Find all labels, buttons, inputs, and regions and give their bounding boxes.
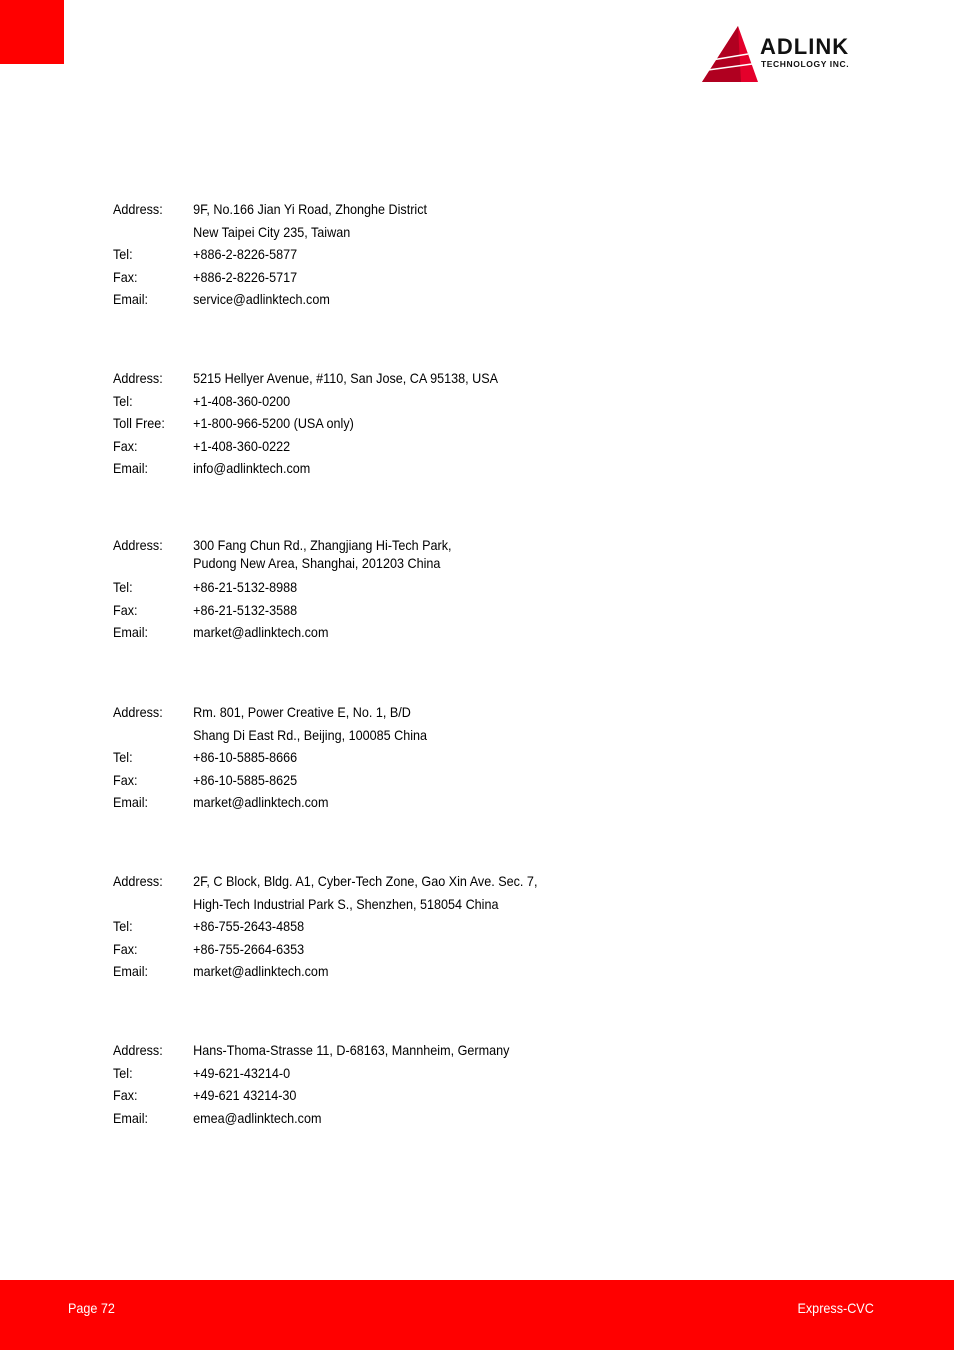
contact-row — [113, 198, 653, 221]
contact-row — [113, 621, 653, 644]
row-label: Tel: — [113, 918, 133, 934]
row-label: Email: — [113, 460, 149, 476]
row-value: 9F, No.166 Jian Yi Road, Zhonghe District — [193, 201, 428, 217]
row-label: Address: — [113, 873, 163, 889]
contact-row — [113, 701, 653, 724]
page-footer — [0, 1280, 954, 1350]
contact-row — [113, 367, 653, 390]
row-value: +886-2-8226-5877 — [193, 246, 298, 262]
row-value: 300 Fang Chun Rd., Zhangjiang Hi-Tech Park, — [193, 537, 452, 553]
row-label: Fax: — [113, 1087, 138, 1103]
adlink-logo — [700, 24, 890, 86]
row-value: Pudong New Area, Shanghai, 201203 China — [193, 555, 441, 571]
row-label: Email: — [113, 963, 149, 979]
row-label: Fax: — [113, 601, 138, 618]
contact-block-taiwan — [113, 198, 713, 311]
row-label: Fax: — [113, 771, 138, 788]
row-label: Address: — [113, 370, 163, 386]
row-value: info@adlinktech.com — [193, 460, 311, 476]
row-value: +86-21-5132-3588 — [193, 601, 298, 618]
row-value: +86-755-2664-6353 — [193, 940, 305, 957]
row-value: emea@adlinktech.com — [193, 1109, 322, 1126]
row-value: service@adlinktech.com — [193, 291, 330, 307]
contact-block-usa — [113, 367, 713, 480]
contact-row — [113, 1084, 653, 1107]
row-value: New Taipei City 235, Taiwan — [193, 223, 351, 240]
row-value: +86-21-5132-8988 — [193, 579, 298, 595]
contact-block-shanghai — [113, 536, 713, 644]
row-value: market@adlinktech.com — [193, 624, 329, 640]
contact-row — [113, 576, 653, 599]
row-value: +49-621-43214-0 — [193, 1064, 291, 1081]
contact-row — [113, 536, 653, 554]
page-number: Page 72 — [68, 1300, 115, 1316]
row-value: Rm. 801, Power Creative E, No. 1, B/D — [193, 704, 411, 720]
row-value: +886-2-8226-5717 — [193, 268, 298, 285]
contact-row — [113, 412, 653, 435]
contact-row — [113, 599, 653, 622]
row-label: Tel: — [113, 749, 133, 765]
row-value: +86-10-5885-8666 — [193, 749, 298, 765]
contact-row — [113, 724, 653, 747]
row-label: Address: — [113, 201, 163, 217]
row-label: Email: — [113, 794, 149, 810]
contact-row — [113, 960, 653, 983]
row-value: +86-10-5885-8625 — [193, 771, 298, 788]
row-label: Tel: — [113, 1064, 133, 1081]
contact-block-germany — [113, 1039, 713, 1129]
logo-triangle-icon — [700, 24, 760, 86]
row-label: Toll Free: — [113, 415, 165, 431]
corner-color-block — [0, 0, 64, 64]
product-name: Express-CVC — [797, 1300, 874, 1316]
row-value: 5215 Hellyer Avenue, #110, San Jose, CA 95138, USA — [193, 370, 499, 386]
contact-row — [113, 938, 653, 961]
row-label: Fax: — [113, 268, 138, 285]
contact-row — [113, 221, 653, 244]
contact-row — [113, 769, 653, 792]
contact-block-shenzhen — [113, 870, 713, 983]
contact-row — [113, 457, 653, 480]
logo-tagline: TECHNOLOGY INC. — [761, 59, 850, 69]
row-label: Address: — [113, 704, 163, 720]
contact-row — [113, 435, 653, 458]
row-label: Tel: — [113, 579, 133, 595]
row-value: market@adlinktech.com — [193, 963, 329, 979]
row-label: Address: — [113, 537, 163, 553]
contact-row — [113, 266, 653, 289]
row-label: Email: — [113, 624, 149, 640]
contact-row — [113, 243, 653, 266]
row-value: +1-408-360-0222 — [193, 437, 291, 454]
contact-row — [113, 1107, 653, 1130]
contact-row — [113, 554, 653, 576]
row-value: market@adlinktech.com — [193, 794, 329, 810]
row-value: 2F, C Block, Bldg. A1, Cyber-Tech Zone, Gao Xin Ave. Sec. 7, — [193, 873, 538, 889]
contact-block-beijing — [113, 701, 713, 814]
row-value: +86-755-2643-4858 — [193, 918, 305, 934]
contact-row — [113, 390, 653, 413]
row-value: High-Tech Industrial Park S., Shenzhen, 518054 China — [193, 895, 499, 912]
contact-row — [113, 288, 653, 311]
row-value: Hans-Thoma-Strasse 11, D-68163, Mannheim, Germany — [193, 1042, 510, 1058]
row-label: Address: — [113, 1042, 163, 1058]
contact-row — [113, 915, 653, 938]
row-value: +1-800-966-5200 (USA only) — [193, 415, 354, 431]
contact-row — [113, 893, 653, 916]
row-value: +49-621 43214-30 — [193, 1087, 297, 1103]
contact-row — [113, 746, 653, 769]
row-label: Tel: — [113, 246, 133, 262]
row-label: Fax: — [113, 437, 138, 454]
logo-name: ADLINK — [760, 34, 850, 59]
contact-row — [113, 791, 653, 814]
contact-row — [113, 1062, 653, 1085]
row-label: Tel: — [113, 392, 133, 409]
row-label: Email: — [113, 291, 149, 307]
contact-row — [113, 1039, 653, 1062]
contact-row — [113, 870, 653, 893]
row-value: Shang Di East Rd., Beijing, 100085 China — [193, 726, 428, 743]
row-value: +1-408-360-0200 — [193, 392, 291, 409]
row-label: Email: — [113, 1109, 149, 1126]
row-label: Fax: — [113, 940, 138, 957]
